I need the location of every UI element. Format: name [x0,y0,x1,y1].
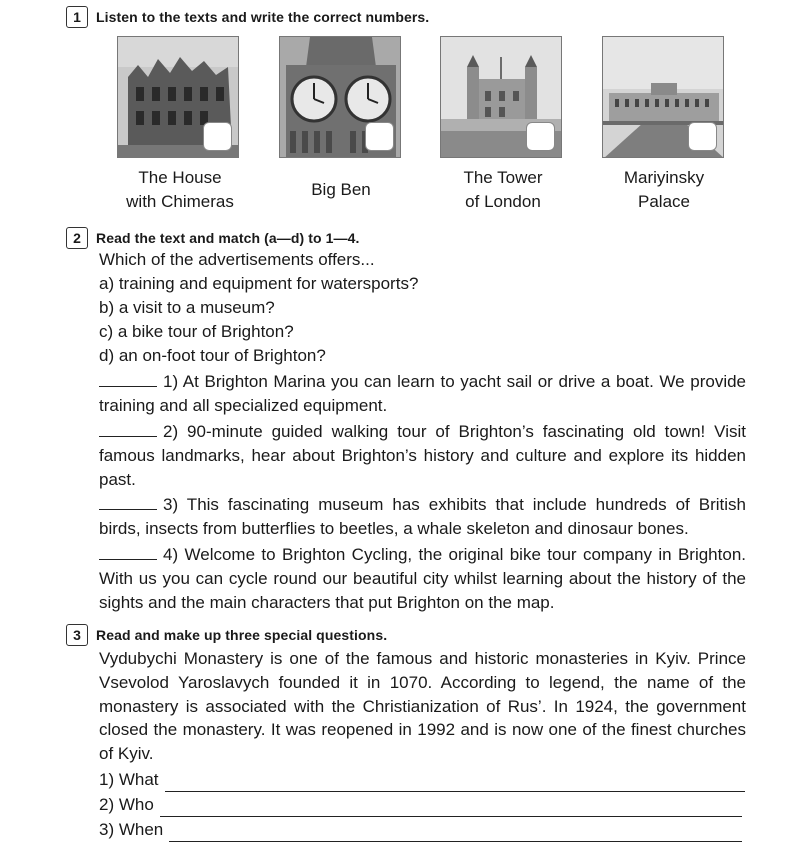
task-3-header [66,624,387,646]
answer-box[interactable] [526,122,555,151]
task-title: Listen to the texts and write the correct numbers. [96,9,430,25]
question-prompt: 1) What [99,770,159,789]
caption-house-with-chimeras: The House with Chimeras [126,168,234,211]
question-when-row [99,818,742,842]
mariyinsky-palace-photo [602,36,724,158]
option-b: b) a visit to a museum? [99,298,275,317]
option-c: c) a bike tour of Brighton? [99,322,294,341]
task-1-header [66,6,429,28]
answer-box[interactable] [688,122,717,151]
answer-blank[interactable] [99,543,157,560]
answer-blank[interactable] [99,370,157,387]
answer-box[interactable] [203,122,232,151]
option-a: a) training and equipment for watersports? [99,274,419,293]
question-prompt: 2) Who [99,795,154,814]
monastery-text: Vydubychi Monastery is one of the famous and historic monasteries in Kyiv. Prince Vsevolod Yaroslavych founded it in 1070. According to legend, the name of the monastery is associated with the Christianization of Rus’. In 1924, the government closed the monastery. It was reopened in 1992 and is now one of the finest churches of Kyiv. [99,649,746,764]
task-title: Read and make up three special questions. [96,627,388,643]
caption-tower-of-london: The Tower of London [463,168,543,211]
big-ben-photo [279,36,401,158]
question-who-row [99,793,742,817]
answer-blank[interactable] [99,420,157,437]
task-2-header [66,227,360,249]
answer-blank[interactable] [99,493,157,510]
answer-line[interactable] [165,773,745,792]
task-2-intro: Which of the advertisements offers... [99,250,375,269]
answer-box[interactable] [365,122,394,151]
advert-2: 2) 90-minute guided walking tour of Brighton’s fascinating old town! Visit famous landmarks, hear about Brighton’s history and culture and explore its hidden past. [99,422,746,489]
advert-1: 1) At Brighton Marina you can learn to yacht sail or drive a boat. We provide training and all specialized equipment. [99,372,746,415]
task-number-badge: 1 [66,6,88,28]
caption-big-ben: Big Ben [311,180,371,199]
question-what-row [99,768,745,792]
answer-line[interactable] [169,823,742,842]
task-number-badge: 3 [66,624,88,646]
question-prompt: 3) When [99,820,164,839]
option-d: d) an on-foot tour of Brighton? [99,346,326,365]
advert-4: 4) Welcome to Brighton Cycling, the original bike tour company in Brighton. With us you can cycle round our beautiful city whilst learning about the history of the sights and the main characters that put Brighton on the map. [99,545,746,612]
tower-of-london-photo [440,36,562,158]
answer-line[interactable] [160,798,742,817]
task-title: Read the text and match (a—d) to 1—4. [96,230,360,246]
task-number-badge: 2 [66,227,88,249]
house-with-chimeras-photo [117,36,239,158]
caption-mariyinsky-palace: Mariyinsky Palace [623,168,705,211]
advert-3: 3) This fascinating museum has exhibits that include hundreds of British birds, insects from butterflies to beetles, a whale skeleton and dinosaur bones. [99,495,746,538]
